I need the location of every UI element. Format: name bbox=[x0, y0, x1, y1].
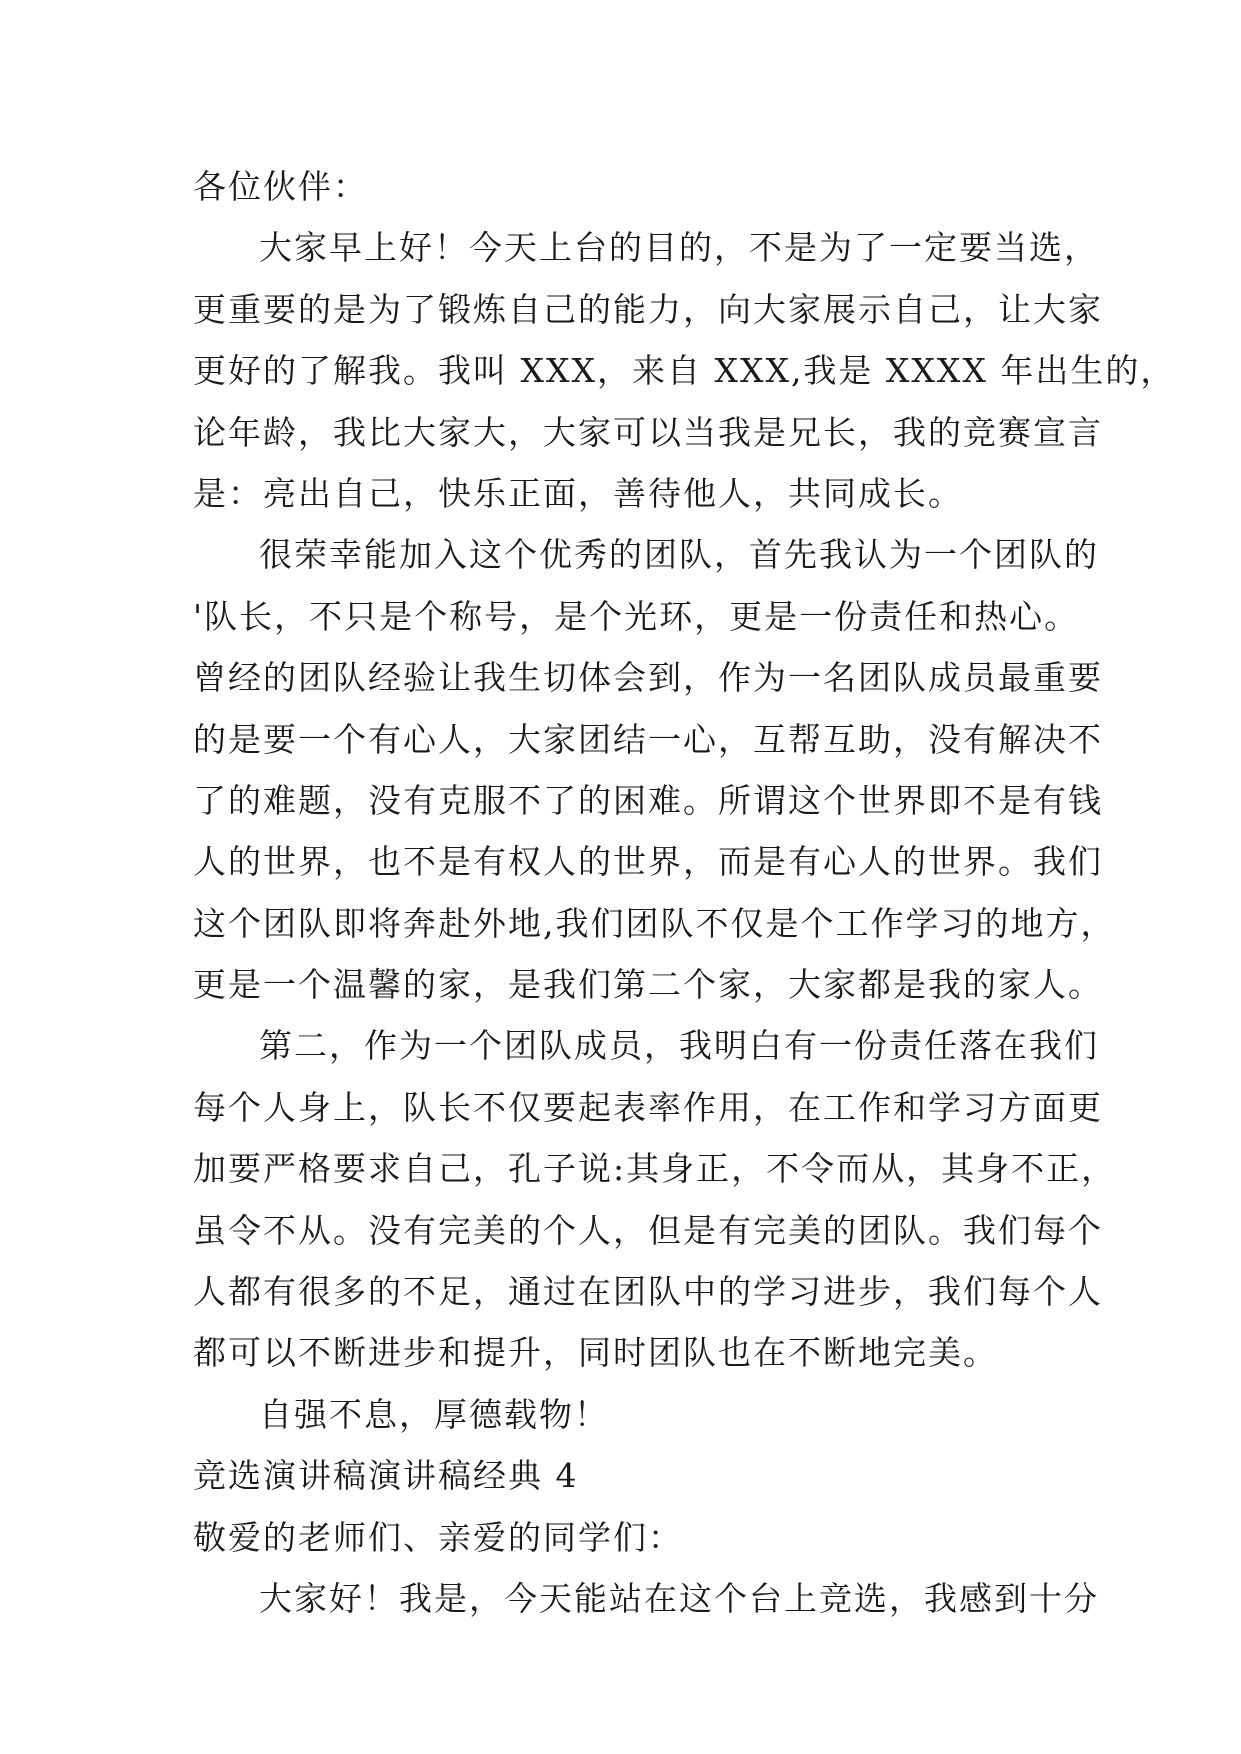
salutation-line: 各位伙伴： bbox=[193, 167, 368, 206]
paragraph-line: 的是要一个有心人，大家团结一心，互帮互助，没有解决不 bbox=[193, 719, 1103, 759]
salutation-line: 敬爱的老师们、亲爱的同学们： bbox=[193, 1517, 683, 1557]
paragraph-line: 更是一个温馨的家，是我们第二个家，大家都是我的家人。 bbox=[193, 965, 1103, 1005]
paragraph-line: 每个人身上，队长不仅要起表率作用，在工作和学习方面更 bbox=[193, 1087, 1103, 1127]
paragraph-line: 都可以不断进步和提升，同时团队也在不断地完美。 bbox=[193, 1333, 998, 1373]
paragraph-line: 论年龄，我比大家大，大家可以当我是兄长，我的竞赛宣言 bbox=[193, 412, 1103, 452]
paragraph-line: 大家早上好！今天上台的目的，不是为了一定要当选， bbox=[259, 228, 1099, 268]
paragraph-line: 第二，作为一个团队成员，我明白有一份责任落在我们 bbox=[259, 1026, 1099, 1066]
paragraph-line: 了的难题，没有克服不了的困难。所谓这个世界即不是有钱 bbox=[193, 780, 1103, 820]
paragraph-line: 曾经的团队经验让我生切体会到，作为一名团队成员最重要 bbox=[193, 658, 1103, 698]
paragraph-line: '队长，不只是个称号，是个光环，更是一份责任和热心。 bbox=[193, 596, 1080, 636]
paragraph-line: 更好的了解我。我叫 XXX，来自 XXX,我是 XXXX 年出生的， bbox=[193, 351, 1176, 391]
motto-line: 自强不息，厚德载物！ bbox=[259, 1394, 609, 1434]
paragraph-line: 很荣幸能加入这个优秀的团队，首先我认为一个团队的 bbox=[259, 535, 1099, 575]
paragraph-line: 人都有很多的不足，通过在团队中的学习进步，我们每个人 bbox=[193, 1272, 1103, 1312]
section-heading: 竞选演讲稿演讲稿经典 4 bbox=[193, 1456, 579, 1496]
paragraph-line: 加要严格要求自己，孔子说:其身正，不令而从，其身不正， bbox=[193, 1149, 1117, 1189]
paragraph-line: 是：亮出自己，快乐正面，善待他人，共同成长。 bbox=[193, 473, 963, 513]
paragraph-line: 更重要的是为了锻炼自己的能力，向大家展示自己，让大家 bbox=[193, 289, 1103, 329]
document-body bbox=[193, 156, 1176, 1629]
paragraph-line: 人的世界，也不是有权人的世界，而是有心人的世界。我们 bbox=[193, 842, 1103, 882]
paragraph-line: 大家好！我是，今天能站在这个台上竞选，我感到十分 bbox=[259, 1578, 1099, 1618]
paragraph-line: 虽令不从。没有完美的个人，但是有完美的团队。我们每个 bbox=[193, 1210, 1103, 1250]
paragraph-line: 这个团队即将奔赴外地,我们团队不仅是个工作学习的地方， bbox=[193, 903, 1116, 943]
